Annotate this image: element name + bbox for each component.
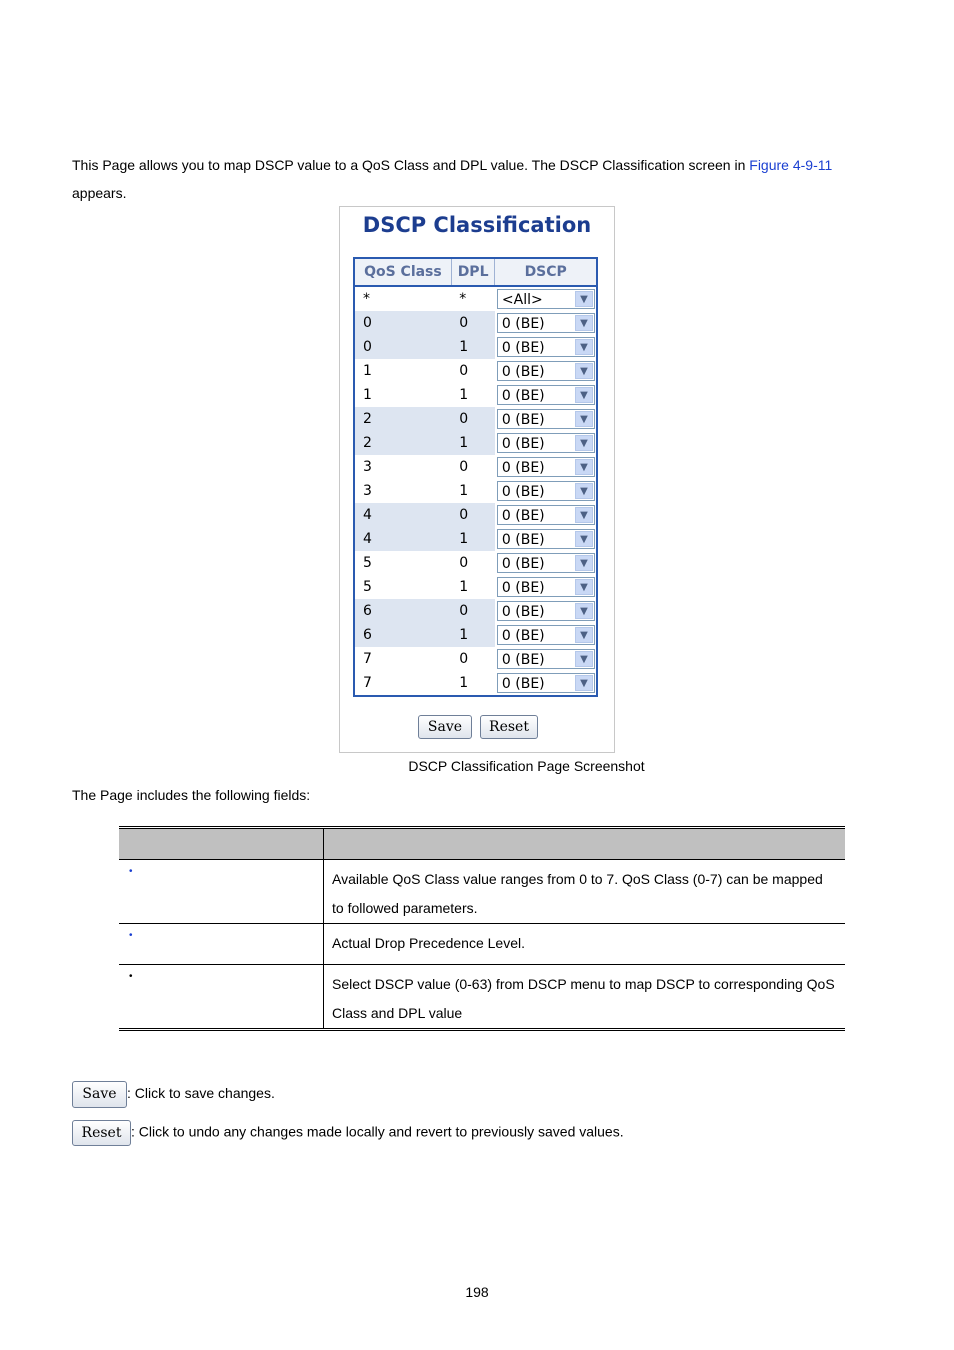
dpl-cell: 1 <box>459 483 469 499</box>
dscp-cell <box>495 575 597 599</box>
save-button-sample[interactable]: Save <box>72 1081 127 1108</box>
dscp-cell <box>495 286 597 311</box>
save-legend <box>72 1081 275 1108</box>
qos-class-cell: 4 <box>354 503 451 527</box>
table-row <box>354 479 597 503</box>
field-row <box>119 924 845 965</box>
qos-class-cell: 6 <box>354 599 451 623</box>
dscp-select[interactable] <box>497 433 595 453</box>
page-number: 198 <box>465 1284 489 1300</box>
chevron-down-icon[interactable]: ▼ <box>575 483 593 499</box>
dscp-cell <box>495 623 597 647</box>
dpl-cell: 0 <box>459 363 469 379</box>
qos-class-cell: 0 <box>354 311 451 335</box>
dpl-cell: 0 <box>459 555 469 571</box>
chevron-down-icon[interactable]: ▼ <box>575 339 593 355</box>
table-row <box>354 623 597 647</box>
table-row <box>354 551 597 575</box>
dscp-cell <box>495 647 597 671</box>
chevron-down-icon[interactable]: ▼ <box>575 675 593 691</box>
reset-button-sample[interactable]: Reset <box>72 1120 131 1146</box>
bullet: • <box>119 860 324 924</box>
dscp-value: 0 (BE) <box>501 340 545 356</box>
figure-link[interactable]: Figure 4-9-11 <box>749 157 833 173</box>
dscp-value: 0 (BE) <box>501 364 545 380</box>
screenshot-title: DSCP Classification <box>362 213 592 237</box>
dscp-cell <box>495 503 597 527</box>
fields-table <box>119 826 845 1031</box>
dscp-cell <box>495 551 597 575</box>
dpl-cell: 0 <box>451 503 495 527</box>
dscp-value: 0 (BE) <box>501 484 545 500</box>
chevron-down-icon[interactable]: ▼ <box>575 291 593 307</box>
table-row <box>354 455 597 479</box>
dscp-select[interactable] <box>497 481 595 501</box>
reset-button[interactable]: Reset <box>480 715 538 739</box>
save-legend-text: : Click to save changes. <box>127 1085 275 1102</box>
dscp-value: 0 (BE) <box>501 388 545 404</box>
dscp-cell <box>495 407 597 431</box>
dscp-classification-screenshot <box>339 206 615 753</box>
field-description: Actual Drop Precedence Level. <box>324 924 846 965</box>
dscp-value: 0 (BE) <box>501 532 545 548</box>
dscp-cell <box>495 479 597 503</box>
dscp-cell <box>495 599 597 623</box>
qos-class-cell: 5 <box>363 555 372 571</box>
dscp-classification-table <box>353 257 598 697</box>
dscp-select[interactable] <box>497 649 595 669</box>
chevron-down-icon[interactable]: ▼ <box>575 315 593 331</box>
fields-intro: The Page includes the following fields: <box>72 787 311 803</box>
table-row <box>354 575 597 599</box>
dpl-cell: * <box>459 291 467 307</box>
field-description: Select DSCP value (0-63) from DSCP menu to map DSCP to corresponding QoS Class and DPL value <box>324 965 846 1030</box>
reset-legend-text: : Click to undo any changes made locally and revert to previously saved values. <box>131 1123 624 1140</box>
intro-text-end: appears. <box>72 185 127 201</box>
fields-header-description <box>324 828 846 860</box>
dscp-cell <box>495 311 597 335</box>
header-qos-class: QoS Class <box>354 258 451 286</box>
qos-class-cell: 1 <box>363 387 372 403</box>
qos-class-cell: * <box>363 291 370 307</box>
table-body <box>354 286 597 696</box>
chevron-down-icon[interactable]: ▼ <box>575 555 593 571</box>
table-row <box>354 647 597 671</box>
table-row <box>354 286 597 311</box>
dscp-cell <box>495 455 597 479</box>
field-row <box>119 965 845 1030</box>
chevron-down-icon[interactable]: ▼ <box>575 603 593 619</box>
dpl-cell: 1 <box>451 623 495 647</box>
save-button[interactable]: Save <box>418 715 472 739</box>
chevron-down-icon[interactable]: ▼ <box>575 363 593 379</box>
dpl-cell: 0 <box>451 311 495 335</box>
dscp-select[interactable] <box>497 313 595 333</box>
dscp-select[interactable] <box>497 289 595 309</box>
dpl-cell: 1 <box>451 335 495 359</box>
chevron-down-icon[interactable]: ▼ <box>575 627 593 643</box>
dpl-cell: 1 <box>451 527 495 551</box>
dscp-value: 0 (BE) <box>501 676 545 692</box>
qos-class-cell: 1 <box>363 363 372 379</box>
qos-class-cell: 2 <box>354 431 451 455</box>
field-description: Available QoS Class value ranges from 0 to 7. QoS Class (0-7) can be mapped to followed parameters. <box>324 860 846 924</box>
table-row <box>354 671 597 696</box>
qos-class-cell: 4 <box>354 527 451 551</box>
dscp-value: 0 (BE) <box>501 604 545 620</box>
dscp-cell <box>495 527 597 551</box>
dscp-value: 0 (BE) <box>501 436 545 452</box>
dscp-value: 0 (BE) <box>501 412 545 428</box>
dscp-value: 0 (BE) <box>501 508 545 524</box>
header-dscp: DSCP <box>495 258 597 286</box>
dscp-value: 0 (BE) <box>501 556 545 572</box>
chevron-down-icon[interactable]: ▼ <box>575 387 593 403</box>
dpl-cell: 1 <box>451 431 495 455</box>
dpl-cell: 0 <box>451 599 495 623</box>
table-row <box>354 503 597 527</box>
dscp-value: 0 (BE) <box>501 316 545 332</box>
qos-class-cell: 6 <box>354 623 451 647</box>
chevron-down-icon[interactable]: ▼ <box>575 579 593 595</box>
dscp-select[interactable] <box>497 625 595 645</box>
dscp-select[interactable] <box>497 337 595 357</box>
dscp-value: <All> <box>501 292 543 308</box>
qos-class-cell: 2 <box>354 407 451 431</box>
field-row <box>119 860 845 924</box>
dscp-select[interactable] <box>497 361 595 381</box>
qos-class-cell: 7 <box>363 651 372 667</box>
table-row <box>354 527 597 551</box>
header-dpl: DPL <box>451 258 495 286</box>
table-row <box>354 383 597 407</box>
dpl-cell: 0 <box>451 407 495 431</box>
table-row <box>354 311 597 335</box>
qos-class-cell: 3 <box>363 483 372 499</box>
dpl-cell: 1 <box>459 675 469 691</box>
table-row <box>354 599 597 623</box>
qos-class-cell: 5 <box>363 579 372 595</box>
qos-class-cell: 7 <box>363 675 372 691</box>
dscp-select[interactable] <box>497 601 595 621</box>
table-row <box>354 431 597 455</box>
dscp-value: 0 (BE) <box>501 580 545 596</box>
table-row <box>354 359 597 383</box>
dscp-cell <box>495 335 597 359</box>
chevron-down-icon[interactable]: ▼ <box>575 651 593 667</box>
dscp-select[interactable] <box>497 409 595 429</box>
dscp-value: 0 (BE) <box>501 628 545 644</box>
intro-text: This Page allows you to map DSCP value to a QoS Class and DPL value. The DSCP Classification screen in <box>72 157 750 173</box>
dscp-select[interactable] <box>497 457 595 477</box>
chevron-down-icon[interactable]: ▼ <box>575 531 593 547</box>
table-row <box>354 407 597 431</box>
bullet: • <box>119 924 324 965</box>
figure-caption: DSCP Classification Page Screenshot <box>408 758 645 774</box>
qos-class-cell: 0 <box>354 335 451 359</box>
dpl-cell: 0 <box>459 651 469 667</box>
dscp-select[interactable] <box>497 529 595 549</box>
dscp-cell <box>495 359 597 383</box>
dscp-select[interactable] <box>497 553 595 573</box>
intro-paragraph <box>72 151 872 207</box>
chevron-down-icon[interactable]: ▼ <box>575 411 593 427</box>
chevron-down-icon[interactable]: ▼ <box>575 507 593 523</box>
bullet: • <box>119 965 324 1030</box>
dscp-value: 0 (BE) <box>501 460 545 476</box>
table-row <box>354 335 597 359</box>
dscp-select[interactable] <box>497 385 595 405</box>
dscp-select[interactable] <box>497 577 595 597</box>
dscp-cell <box>495 383 597 407</box>
dscp-cell <box>495 431 597 455</box>
qos-class-cell: 3 <box>363 459 372 475</box>
dpl-cell: 1 <box>459 387 469 403</box>
chevron-down-icon[interactable]: ▼ <box>575 459 593 475</box>
dpl-cell: 1 <box>459 579 469 595</box>
dscp-select[interactable] <box>497 505 595 525</box>
dscp-select[interactable] <box>497 673 595 693</box>
dscp-value: 0 (BE) <box>501 652 545 668</box>
dpl-cell: 0 <box>459 459 469 475</box>
fields-header-object <box>119 828 324 860</box>
chevron-down-icon[interactable]: ▼ <box>575 435 593 451</box>
dscp-cell <box>495 671 597 696</box>
reset-legend <box>72 1120 624 1146</box>
